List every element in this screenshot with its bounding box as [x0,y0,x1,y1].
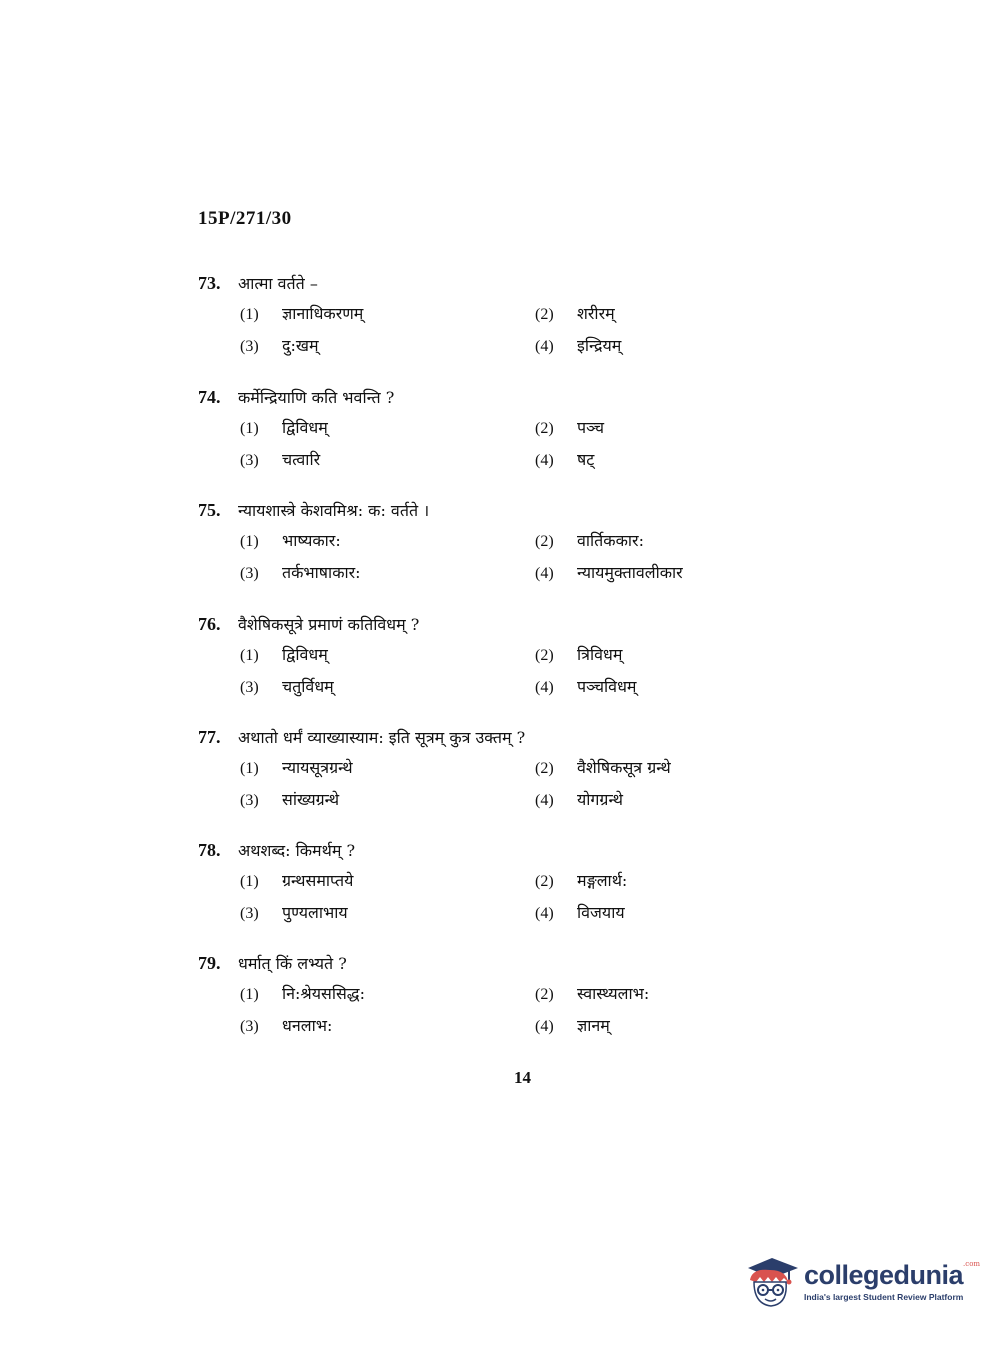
option-text: वार्तिककार: [577,531,644,550]
option [240,416,535,444]
option-text: ज्ञानाधिकरणम् [282,304,364,323]
question-number: 77. [198,727,221,747]
option [535,334,755,362]
option [535,1014,755,1042]
option [240,869,535,897]
option-text: मङ्गलार्थ: [577,871,628,890]
option-text: पञ्चविधम् [577,677,637,696]
option-number: (1) [240,533,259,550]
question-79 [198,952,738,1042]
mascot-icon [742,1252,800,1310]
option-text: स्वास्थ्यलाभ: [577,984,650,1003]
question-78 [198,839,738,929]
option-text: वैशेषिकसूत्र ग्रन्थे [577,758,671,777]
options-grid [240,643,738,703]
option-number: (2) [535,760,554,777]
option-text: षट् [577,450,595,469]
option-number: (4) [535,338,554,355]
option-number: (4) [535,679,554,696]
options-grid [240,529,738,589]
option-text: विजयाय [577,903,625,922]
option-text: ज्ञानम् [577,1016,610,1035]
option-number: (2) [535,647,554,664]
options-grid [240,982,738,1042]
option [535,302,755,330]
question-number: 79. [198,953,221,973]
option [240,756,535,784]
question-number: 76. [198,614,221,634]
page-number: 14 [514,1068,531,1087]
option-number: (4) [535,452,554,469]
option-number: (3) [240,905,259,922]
question-74 [198,386,738,476]
option-number: (1) [240,873,259,890]
option-text: धनलाभ: [282,1016,333,1035]
option-number: (3) [240,565,259,582]
question-text: वैशेषिकसूत्रे प्रमाणं कतिविधम् ? [238,615,420,634]
option-number: (1) [240,306,259,323]
option-text: पञ्च [577,418,605,437]
question-number: 73. [198,273,221,293]
option-text: चतुर्विधम् [282,677,334,696]
option-text: पुण्यलाभाय [282,903,348,922]
option [240,1014,535,1042]
option-number: (2) [535,873,554,890]
option [535,901,755,929]
option-text: त्रिविधम् [577,645,623,664]
question-76 [198,613,738,703]
option-text: न्यायमुक्तावलीकार [577,563,683,582]
question-number: 78. [198,840,221,860]
option-number: (2) [535,306,554,323]
option [240,334,535,362]
option-number: (1) [240,986,259,1003]
option-text: द्विविधम् [282,418,328,437]
option-text: सांख्यग्रन्थे [282,790,340,809]
option [535,788,755,816]
option-number: (4) [535,565,554,582]
option-number: (3) [240,792,259,809]
option-number: (4) [535,792,554,809]
option-text: तर्कभाषाकार: [282,563,361,582]
options-grid [240,869,738,929]
brand-logo [742,1252,980,1310]
options-grid [240,302,738,362]
question-text: आत्मा वर्तते – [238,274,318,293]
option [535,561,755,589]
paper-code: 15P/271/30 [198,208,292,229]
option-text: चत्वारि [282,450,321,469]
option-number: (2) [535,533,554,550]
options-grid [240,416,738,476]
question-77 [198,726,738,816]
option-number: (1) [240,420,259,437]
option-number: (2) [535,420,554,437]
option-text: योगग्रन्थे [577,790,623,809]
option-number: (4) [535,1018,554,1035]
brand-domain-suffix: .com [963,1260,981,1268]
option-number: (3) [240,338,259,355]
question-73 [198,272,738,362]
option [535,982,755,1010]
option-text: न्यायसूत्रग्रन्थे [282,758,353,777]
option-number: (1) [240,647,259,664]
question-text: अथातो धर्मं व्याख्यास्याम: इति सूत्रम् कुत्र उक्तम् ? [238,728,526,747]
option-text: शरीरम् [577,304,615,323]
option [240,643,535,671]
question-number: 74. [198,387,221,407]
option-text: भाष्यकार: [282,531,341,550]
option-text: इन्द्रियम् [577,336,622,355]
option-text: नि:श्रेयससिद्ध: [282,984,365,1003]
option [535,869,755,897]
option [535,416,755,444]
option [535,675,755,703]
option [240,561,535,589]
option-text: द्विविधम् [282,645,328,664]
option-number: (3) [240,452,259,469]
brand-tagline: India's largest Student Review Platform [804,1292,964,1302]
option-text: दु:खम् [282,336,319,355]
option [240,448,535,476]
question-text: न्यायशास्त्रे केशवमिश्र: क: वर्तते । [238,501,430,520]
option-number: (4) [535,905,554,922]
option [240,529,535,557]
option [535,756,755,784]
question-text: कर्मेन्द्रियाणि कति भवन्ति ? [238,388,395,407]
question-75 [198,499,738,589]
question-number: 75. [198,500,221,520]
option [240,675,535,703]
question-text: अथशब्द: किमर्थम् ? [238,841,356,860]
brand-name-row [804,1260,980,1291]
option [535,643,755,671]
option-text: ग्रन्थसमाप्तये [282,871,354,890]
option [535,529,755,557]
option-number: (3) [240,1018,259,1035]
brand-name: collegedunia [804,1260,964,1290]
option-number: (1) [240,760,259,777]
options-grid [240,756,738,816]
option-number: (2) [535,986,554,1003]
option [240,982,535,1010]
option [535,448,755,476]
option [240,302,535,330]
option [240,788,535,816]
option-number: (3) [240,679,259,696]
option [240,901,535,929]
question-text: धर्मात् किं लभ्यते ? [238,954,347,973]
